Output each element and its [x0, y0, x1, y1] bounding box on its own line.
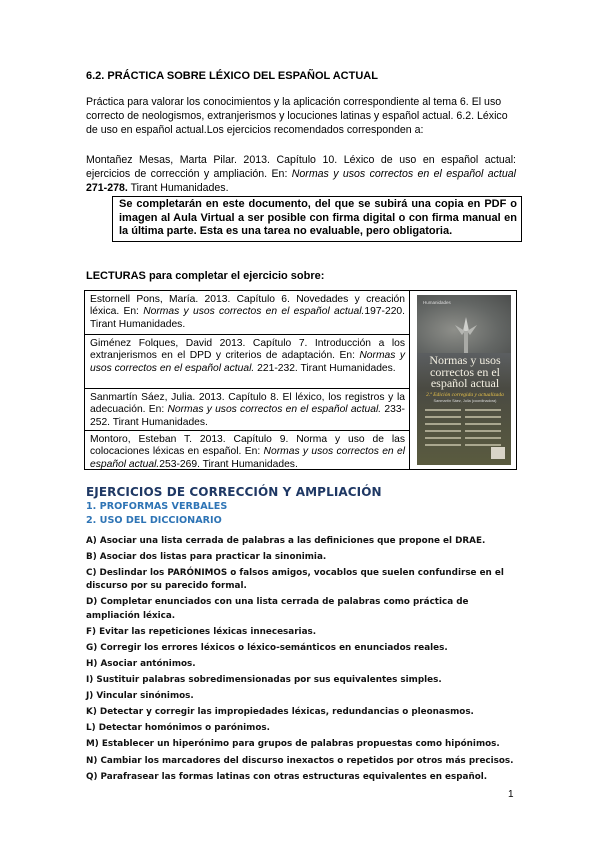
section-heading-diccionario: 2. USO DEL DICCIONARIO [86, 515, 222, 526]
exercise-item: G) Corregir los errores léxicos o léxico-semánticos en enunciados reales. [86, 642, 448, 653]
exercise-item: M) Establecer un hiperónimo para grupos de palabras propuestas como hipónimos. [86, 739, 500, 750]
cover-arrows-icon [451, 317, 481, 353]
exercise-item: Q) Parafrasear las formas latinas con otras estructuras equivalentes en español. [86, 771, 488, 782]
intro-paragraph: Práctica para valorar los conocimientos y la aplicación correspondiente al tema 6. El uso correcto de neologismos, extranjerismos y locuciones latinas y español actual. 6.2. Léxico de uso en español actual.Los ejercicios recomendados corresponden a: [86, 96, 508, 136]
lecturas-table [84, 290, 517, 470]
exercise-item: J) Vincular sinónimos. [86, 691, 194, 702]
main-reference [86, 153, 516, 195]
exercises-title: EJERCICIOS DE CORRECCIÓN Y AMPLIACIÓN [86, 485, 382, 499]
exercises-list [86, 535, 522, 787]
lectura-lead: Giménez Folques, David 2013. Capítulo 7. Introducción a los extranjerismos en el DPD y criterios de adaptación. En: [90, 338, 405, 362]
main-reference-lead: Montañez Mesas, Marta Pilar. 2013. Capítulo 10. Léxico de uso en español actual: ejercicios de corrección y ampliación. En: [86, 154, 516, 180]
section-heading-proformas: 1. PROFORMAS VERBALES [86, 501, 228, 512]
exercise-item: B) Asociar dos listas para practicar la sinonimia. [86, 552, 327, 563]
lectura-book: Normas y usos correctos en el español actual. [90, 350, 405, 374]
lectura-tail: 221-232. Tirant Humanidades. [254, 362, 396, 374]
cover-author-list [425, 406, 505, 442]
exercise-item: D) Completar enunciados con una lista cerrada de palabras como práctica de ampliación léxica. [86, 597, 469, 621]
book-cover-image [417, 295, 511, 465]
exercise-item: H) Asociar antónimos. [86, 658, 196, 669]
lectura-book: Normas y usos correctos en el español actual. [143, 306, 365, 318]
exercise-item: I) Sustituir palabras sobredimensionadas por sus equivalentes simples. [86, 675, 442, 686]
exercise-item: N) Cambiar los marcadores del discurso inexactos o repetidos por otros más precisos. [86, 755, 514, 766]
lectura-lead: Estornell Pons, María. 2013. Capítulo 6. Novedades y creación léxica. En: [90, 294, 405, 318]
exercise-item: C) Deslindar los PARÓNIMOS o falsos amigos, vocablos que suelen confundirse en el discurso por su parecido formal. [86, 568, 504, 592]
lectura-item [85, 291, 409, 335]
cover-editors: Sanmartín Sáez, Julia (coordinadora) [433, 399, 497, 403]
lectura-lead: Sanmartín Sáez, Julia. 2013. Capítulo 8. El léxico, los registros y la adecuación. En: [90, 392, 405, 416]
section-title: 6.2. PRÁCTICA SOBRE LÉXICO DEL ESPAÑOL ACTUAL [86, 70, 378, 82]
cover-publisher: Humanidades [423, 300, 451, 305]
lecturas-heading: LECTURAS para completar el ejercicio sobre: [86, 270, 325, 282]
main-reference-book: Normas y usos correctos en el español actual [291, 168, 516, 180]
exercise-item: L) Detectar homónimos o parónimos. [86, 723, 270, 734]
lectura-book: Normas y usos correctos en el español actual. [90, 446, 405, 470]
lectura-book: Normas y usos correctos en el español actual. [167, 404, 382, 416]
exercise-item: A) Asociar una lista cerrada de palabras a las definiciones que propone el DRAE. [86, 536, 486, 546]
lecturas-list [85, 291, 410, 469]
main-reference-publisher: Tirant Humanidades. [127, 182, 229, 194]
lectura-item [85, 335, 409, 389]
cover-title: Normas y usos correctos en el español actual [429, 353, 501, 390]
page-number: 1 [508, 789, 514, 800]
lectura-tail: 253-269. Tirant Humanidades. [159, 458, 298, 470]
exercise-item: F) Evitar las repeticiones léxicas innecesarias. [86, 626, 317, 637]
lectura-tail: 197-220. Tirant Humanidades. [90, 306, 406, 330]
lectura-lead: Montoro, Esteban T. 2013. Capítulo 9. Norma y uso de las colocaciones léxicas en español. En: [90, 434, 405, 458]
lectura-item [85, 431, 409, 469]
cover-logo [491, 447, 505, 459]
lectura-tail: 233-252. Tirant Humanidades. [90, 404, 405, 428]
cover-edition: 2.ª Edición corregida y actualizada [426, 392, 504, 398]
notice-box: Se completarán en este documento, del que se subirá una copia en PDF o imagen al Aula Virtual a ser posible con firma digital o con firma manual en la última parte. Esta es una tarea no evaluable, pero obligatoria. [112, 196, 522, 242]
lectura-item [85, 389, 409, 431]
main-reference-pages: 271-278. [86, 182, 128, 194]
exercise-item: K) Detectar y corregir las impropiedades léxicas, redundancias o pleonasmos. [86, 707, 474, 718]
